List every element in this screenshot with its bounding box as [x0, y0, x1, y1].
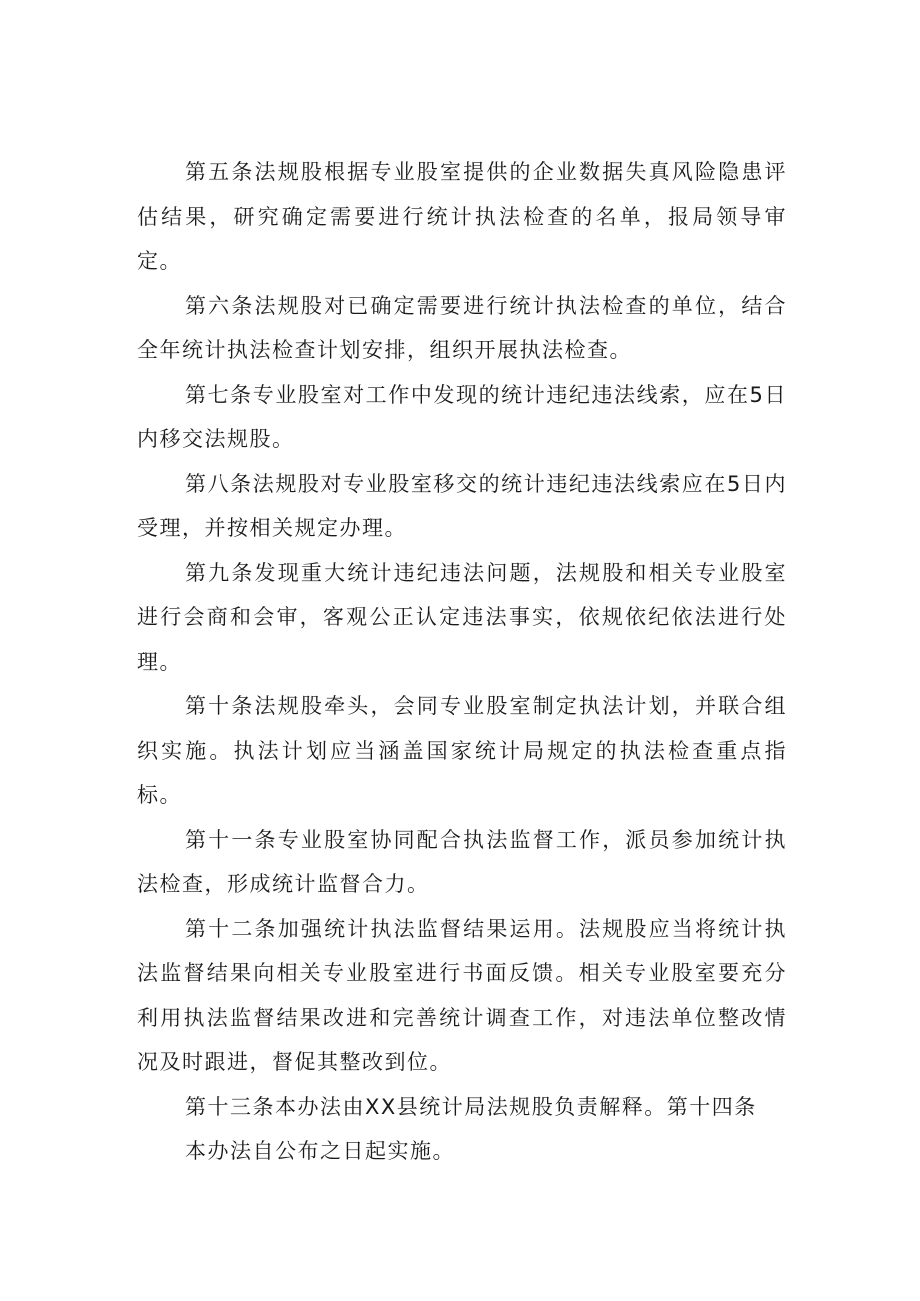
article-12-paragraph: 第十二条加强统计执法监督结果运用。法规股应当将统计执法监督结果向相关专业股室进行书面反馈。相关专业股室要充分利用执法监督结果改进和完善统计调查工作，对违法单位整改情况及时跟进，督促其整改到位。: [137, 916, 787, 1074]
article-9-paragraph: 第九条发现重大统计违纪违法问题，法规股和相关专业股室进行会商和会审，客观公正认定违法事实，依规依纪依法进行处理。: [137, 560, 787, 674]
article-11-paragraph: 第十一条专业股室协同配合执法监督工作，派员参加统计执法检查，形成统计监督合力。: [137, 827, 787, 896]
article-8-paragraph: 第八条法规股对专业股室移交的统计违纪违法线索应在5日内受理，并按相关规定办理。: [137, 471, 787, 540]
document-body: [137, 150, 787, 1174]
article-13-paragraph: 第十三条本办法由XX县统计局法规股负责解释。第十四条: [185, 1094, 757, 1119]
article-7-paragraph: 第七条专业股室对工作中发现的统计违纪违法线索，应在5日内移交法规股。: [137, 382, 787, 451]
article-6-paragraph: 第六条法规股对已确定需要进行统计执法检查的单位，结合全年统计执法检查计划安排，组织开展执法检查。: [137, 293, 787, 362]
article-10-paragraph: 第十条法规股牵头，会同专业股室制定执法计划，并联合组织实施。执法计划应当涵盖国家统计局规定的执法检查重点指标。: [137, 694, 787, 807]
article-5-paragraph: 第五条法规股根据专业股室提供的企业数据失真风险隐患评估结果，研究确定需要进行统计执法检查的名单，报局领导审定。: [137, 160, 787, 273]
article-14-paragraph: 本办法自公布之日起实施。: [185, 1139, 455, 1163]
